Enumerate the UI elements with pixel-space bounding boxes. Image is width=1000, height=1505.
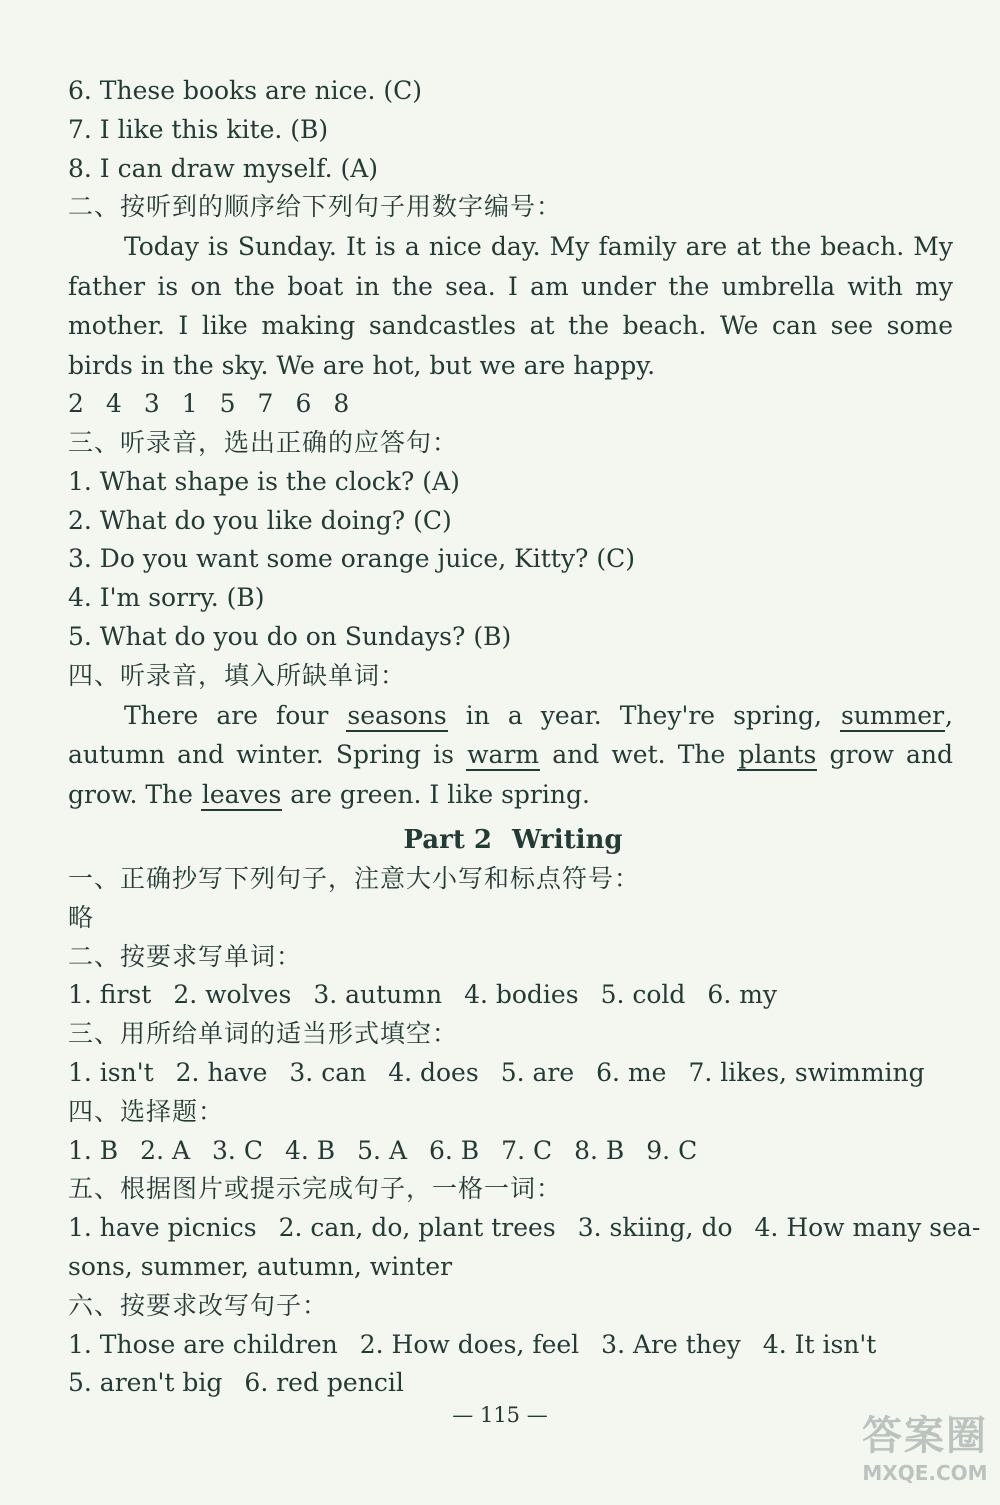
passage-text: in a year. They're spring, <box>447 700 840 730</box>
answer-item: 5. cold <box>600 980 686 1010</box>
answer-item: 4. bodies <box>464 980 579 1010</box>
answer-item: 4. How many sea- <box>754 1213 981 1243</box>
answer-item: 1. B <box>68 1135 119 1165</box>
answer-item: 6. B <box>429 1135 480 1165</box>
answer-item: 6. me <box>596 1058 667 1088</box>
part-heading <box>68 820 958 860</box>
list-item: 3. Do you want some orange juice, Kitty? (C) <box>68 544 635 574</box>
passage-text: , autumn and winter. Spring is <box>68 700 953 770</box>
answer-row <box>68 1364 958 1403</box>
section-heading: 六、按要求改写句子： <box>68 1290 329 1320</box>
answer-row <box>68 976 958 1015</box>
list-item: 4. I'm sorry. (B) <box>68 583 265 613</box>
answer-item: 4. It isn't <box>762 1329 877 1359</box>
answer-item: 1. Those are children <box>68 1329 338 1359</box>
part-label: Part 2 <box>403 825 492 856</box>
answer-item: 4. does <box>388 1058 479 1088</box>
section-heading: 二、按要求写单词： <box>68 941 303 971</box>
answer-item: 3. C <box>212 1135 263 1165</box>
list-item: 2. What do you like doing? (C) <box>68 505 452 535</box>
order-number: 6 <box>295 389 312 419</box>
section-heading: 四、听录音，填入所缺单词： <box>68 660 407 690</box>
answer-item: 2. How does, feel <box>359 1329 580 1359</box>
answer-row <box>68 1054 958 1093</box>
answer-item: 4. B <box>284 1135 336 1165</box>
order-answers <box>68 385 958 424</box>
order-number: 7 <box>257 389 274 419</box>
answer-item: 3. can <box>289 1058 367 1088</box>
answer-item: 7. C <box>501 1135 553 1165</box>
fill-in-passage <box>68 696 953 815</box>
answer-item: 6. my <box>707 980 778 1010</box>
answer-item: 6. red pencil <box>244 1368 404 1398</box>
list-item: 1. What shape is the clock? (A) <box>68 466 460 496</box>
answer-item: 2. have <box>175 1058 268 1088</box>
filled-blank: warm <box>467 740 540 770</box>
answer-item: 5. aren't big <box>68 1368 223 1398</box>
filled-blank: seasons <box>347 700 447 730</box>
list-item: 8. I can draw myself. (A) <box>68 153 379 183</box>
passage-text: are green. I like spring. <box>282 779 590 809</box>
watermark-url: MXQE.COM <box>862 1461 988 1485</box>
list-item: 5. What do you do on Sundays? (B) <box>68 621 512 651</box>
passage-text: There are four <box>124 700 347 730</box>
answer-item: 8. B <box>574 1135 625 1165</box>
answer-item: 5. are <box>500 1058 575 1088</box>
passage-text: grow and grow. The <box>68 740 953 809</box>
order-number: 5 <box>219 389 236 419</box>
page-number: — 115 — <box>452 1403 548 1427</box>
answer-item: 3. skiing, do <box>577 1213 733 1243</box>
answer-item: 5. A <box>357 1135 407 1165</box>
answer-item: 9. C <box>646 1135 698 1165</box>
answer-row <box>68 1132 958 1171</box>
watermark-brand: 答案圈 <box>862 1413 988 1459</box>
passage: Today is Sunday. It is a nice day. My family are at the beach. My father is on the boat in the sea. I am under the umbrella with my mother. I like making sandcastles at the beach. We can see some birds in the sky. We are hot, but we are happy. <box>68 232 953 380</box>
answer-text: 略 <box>68 902 94 932</box>
passage-text: and wet. The <box>540 740 738 770</box>
answer-item: 1. first <box>68 980 152 1010</box>
answer-item: 2. can, do, plant trees <box>278 1213 556 1243</box>
filled-blank: summer <box>840 700 945 730</box>
list-item: 7. I like this kite. (B) <box>68 114 329 144</box>
order-number: 2 <box>68 389 84 419</box>
answer-item: 1. have picnics <box>68 1213 257 1243</box>
order-number: 4 <box>105 389 122 419</box>
section-heading: 四、选择题： <box>68 1096 225 1126</box>
order-number: 8 <box>333 389 350 419</box>
part-title: Writing <box>511 825 623 856</box>
order-number: 1 <box>181 389 198 419</box>
section-heading: 三、用所给单词的适当形式填空： <box>68 1019 459 1049</box>
section-heading: 一、正确抄写下列句子，注意大小写和标点符号： <box>68 864 641 894</box>
answer-item: 3. autumn <box>313 980 443 1010</box>
section-heading: 三、听录音，选出正确的应答句： <box>68 427 459 457</box>
answer-item: 2. wolves <box>173 980 292 1010</box>
answer-row <box>68 1209 981 1248</box>
order-number: 3 <box>143 389 160 419</box>
section-heading: 五、根据图片或提示完成句子，一格一词： <box>68 1174 563 1204</box>
answer-row <box>68 1326 958 1365</box>
answer-continuation: sons, summer, autumn, winter <box>68 1252 453 1282</box>
section-heading: 二、按听到的顺序给下列句子用数字编号： <box>68 192 563 222</box>
site-watermark-logo <box>860 1412 990 1497</box>
filled-blank: plants <box>738 740 817 770</box>
answer-item: 1. isn't <box>68 1058 154 1088</box>
answer-item: 3. Are they <box>601 1329 741 1359</box>
list-item: 6. These books are nice. (C) <box>68 76 422 105</box>
answer-item: 7. likes, swimming <box>688 1058 925 1088</box>
filled-blank: leaves <box>201 779 282 809</box>
answer-item: 2. A <box>140 1135 191 1165</box>
page-content <box>68 72 981 1403</box>
